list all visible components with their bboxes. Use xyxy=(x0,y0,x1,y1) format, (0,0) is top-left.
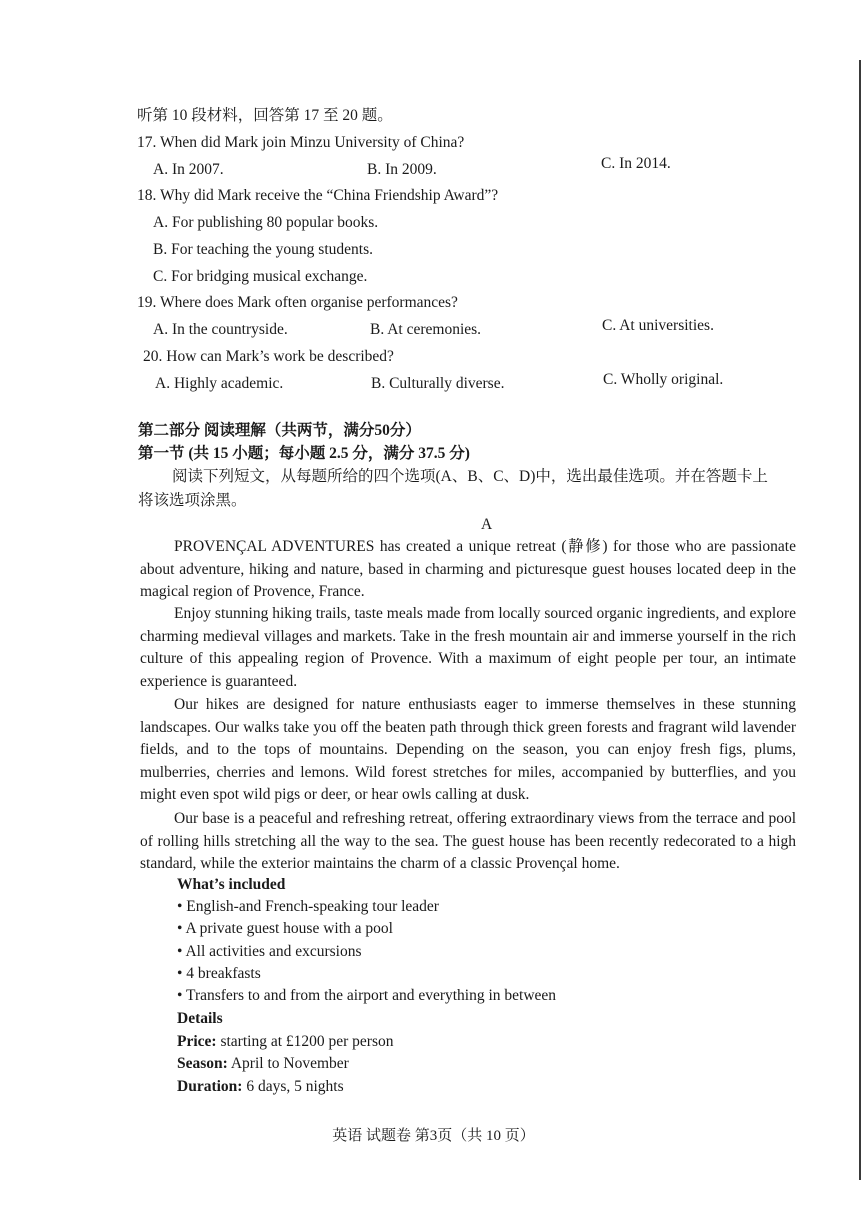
q20-option-c: C. Wholly original. xyxy=(603,371,724,388)
q17-option-c: C. In 2014. xyxy=(601,155,671,172)
page-footer: 英语 试题卷 第3页（共 10 页） xyxy=(332,1128,535,1144)
q18-option-a: A. For publishing 80 popular books. xyxy=(153,214,379,231)
passage-paragraph-3: Our hikes are designed for nature enthusiasts eager to immerse themselves in these stunning landscapes. Our walks take you off the beaten path through thick green forests and fragrant wild lavender fields, and to the tops of mountains. Depending on the season, you can enjoy fresh figs, plums, mulberries, cherries and lemons. Wild forest stretches for miles, accompanied by butterflies, and you might even spot wild pigs or deer, or hear owls calling at dusk. xyxy=(140,696,796,804)
included-item: • A private guest house with a pool xyxy=(177,920,393,938)
question-18: 18. Why did Mark receive the “China Friendship Award”? xyxy=(137,187,499,204)
q18-option-c: C. For bridging musical exchange. xyxy=(153,268,368,285)
detail-duration-value: 6 days, 5 nights xyxy=(242,1077,344,1095)
q20-option-b: B. Culturally diverse. xyxy=(371,375,505,392)
q18-option-b: B. For teaching the young students. xyxy=(153,241,373,258)
detail-duration xyxy=(177,1076,394,1099)
included-item: • English-and French-speaking tour leader xyxy=(177,898,439,915)
section-one-title: 第一节 (共 15 小题；每小题 2.5 分，满分 37.5 分) xyxy=(138,445,470,462)
details-heading: Details xyxy=(177,1010,223,1027)
included-heading: What’s included xyxy=(177,876,286,893)
instruction-line-1: 阅读下列短文，从每题所给的四个选项(A、B、C、D)中，选出最佳选项。并在答题卡上 xyxy=(172,468,768,485)
passage-paragraph-4: Our base is a peaceful and refreshing retreat, offering extraordinary views from the terrace and pool of rolling hills stretching all the way to the sea. The guest house has been recently redecorated to a high standard, while the exterior maintains the charm of a classic Provençal home. xyxy=(140,810,796,873)
passage-paragraph-2: Enjoy stunning hiking trails, taste meals made from locally sourced organic ingredients, and explore charming medieval villages and markets. Take in the fresh mountain air and immerse yourself in the rich culture of this appealing region of Provence. With a maximum of eight people per tour, an intimate experience is guaranteed. xyxy=(140,605,796,690)
q17-option-a: A. In 2007. xyxy=(153,161,224,178)
q17-option-b: B. In 2009. xyxy=(367,161,437,178)
included-item: • Transfers to and from the airport and everything in between xyxy=(177,987,557,1005)
included-item: • All activities and excursions xyxy=(177,942,362,960)
passage-label: A xyxy=(481,516,493,533)
detail-season xyxy=(177,1053,394,1076)
q19-option-c: C. At universities. xyxy=(602,317,714,334)
question-19: 19. Where does Mark often organise performances? xyxy=(137,294,458,311)
listening-intro: 听第 10 段材料，回答第 17 至 20 题。 xyxy=(137,107,393,124)
q19-option-a: A. In the countryside. xyxy=(153,321,288,338)
detail-duration-label: Duration: xyxy=(177,1077,243,1095)
detail-price-value: starting at £1200 per person xyxy=(216,1032,394,1050)
detail-price xyxy=(177,1031,394,1054)
detail-price-label: Price: xyxy=(177,1032,217,1050)
details-block xyxy=(177,1008,394,1098)
passage-paragraph-1: PROVENÇAL ADVENTURES has created a unique retreat (静修) for those who are passionate about adventure, hiking and nature, based in charming and picturesque guest houses located deep in the magical region of Provence, France. xyxy=(140,538,796,601)
included-list xyxy=(177,896,556,1007)
q20-option-a: A. Highly academic. xyxy=(155,375,284,392)
included-item: • 4 breakfasts xyxy=(177,964,261,982)
question-17: 17. When did Mark join Minzu University of China? xyxy=(137,134,465,151)
page-edge-line xyxy=(859,60,861,1180)
instruction-line-2: 将该选项涂黑。 xyxy=(138,492,247,509)
question-20: 20. How can Mark’s work be described? xyxy=(143,348,394,365)
detail-season-value: April to November xyxy=(227,1055,349,1073)
q19-option-b: B. At ceremonies. xyxy=(370,321,482,338)
detail-season-label: Season: xyxy=(177,1055,228,1073)
part-two-title: 第二部分 阅读理解（共两节，满分50分） xyxy=(138,422,421,439)
